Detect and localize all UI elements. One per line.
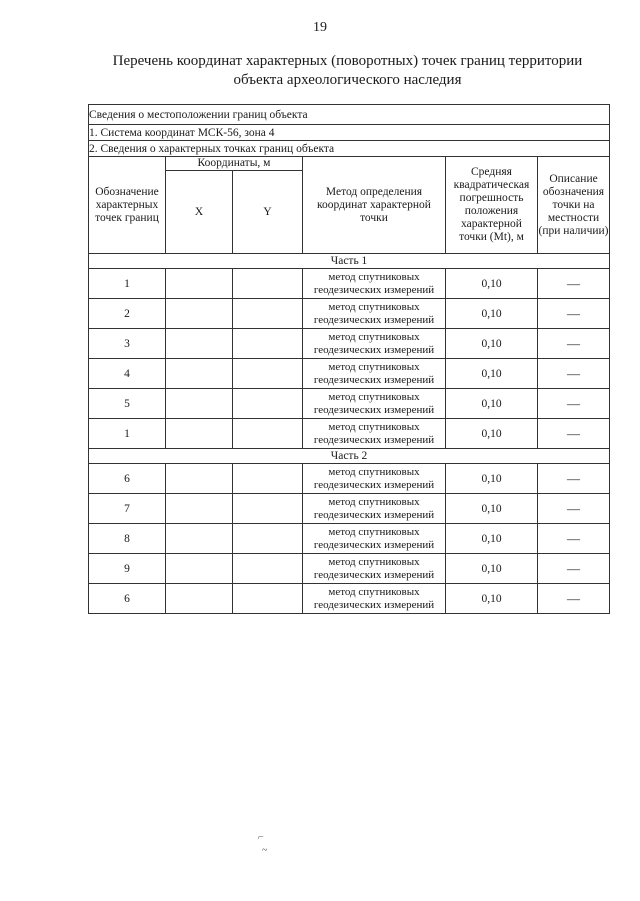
coordinate-x [166,584,233,614]
point-number: 6 [89,584,166,614]
header-method: Метод определения координат характерной точки [303,157,446,254]
section-row [89,141,610,157]
coordinate-x [166,524,233,554]
header-point: Обозначение характерных точек границ [89,157,166,254]
description: — [538,554,610,584]
coordinate-x [166,494,233,524]
coordinate-y [233,464,303,494]
section-row [89,105,610,125]
description: — [538,524,610,554]
method: метод спутниковых геодезических измерений [303,464,446,494]
accuracy: 0,10 [446,329,538,359]
page-number: 19 [313,20,327,35]
coordinate-x [166,554,233,584]
section-row [89,125,610,141]
coordinate-x [166,329,233,359]
coordinate-y [233,329,303,359]
header-description: Описание обозначения точки на местности (при наличии) [538,157,610,254]
point-number: 9 [89,554,166,584]
header-x: X [166,171,233,254]
point-number: 4 [89,359,166,389]
table-row [89,359,610,389]
accuracy: 0,10 [446,359,538,389]
coordinate-x [166,269,233,299]
scan-artifact: ⌐ [258,832,264,843]
table-row [89,329,610,359]
header-accuracy: Средняя квадратическая погрешность положения характерной точки (Mt), м [446,157,538,254]
point-number: 5 [89,389,166,419]
part-row [89,449,610,464]
table-body [89,105,610,614]
point-number: 1 [89,269,166,299]
table-row [89,419,610,449]
accuracy: 0,10 [446,584,538,614]
header-coordinates: Координаты, м [166,157,303,171]
coordinate-y [233,524,303,554]
description: — [538,464,610,494]
coordinate-y [233,494,303,524]
method: метод спутниковых геодезических измерений [303,524,446,554]
coordinate-y [233,554,303,584]
method: метод спутниковых геодезических измерений [303,359,446,389]
accuracy: 0,10 [446,299,538,329]
header-row [89,157,610,171]
table-row [89,494,610,524]
method: метод спутниковых геодезических измерений [303,329,446,359]
coordinate-y [233,389,303,419]
coordinate-y [233,584,303,614]
point-number: 1 [89,419,166,449]
coordinate-x [166,359,233,389]
part-label: Часть 2 [89,449,610,464]
method: метод спутниковых геодезических измерений [303,419,446,449]
accuracy: 0,10 [446,464,538,494]
accuracy: 0,10 [446,494,538,524]
coordinate-y [233,269,303,299]
header-y: Y [233,171,303,254]
table-row [89,524,610,554]
table-row [89,584,610,614]
title-line-1: Перечень координат характерных (поворотных) точек границ территории [112,53,583,69]
method: метод спутниковых геодезических измерений [303,554,446,584]
description: — [538,389,610,419]
coordinate-x [166,419,233,449]
coordinate-x [166,299,233,329]
point-number: 6 [89,464,166,494]
coordinates-table [88,104,610,614]
point-number: 2 [89,299,166,329]
accuracy: 0,10 [446,389,538,419]
table-row [89,299,610,329]
table-row [89,464,610,494]
accuracy: 0,10 [446,554,538,584]
scan-artifact: ~ [262,845,268,856]
method: метод спутниковых геодезических измерений [303,584,446,614]
method: метод спутниковых геодезических измерений [303,389,446,419]
table-row [89,389,610,419]
coordinate-y [233,359,303,389]
accuracy: 0,10 [446,419,538,449]
coordinate-system: 1. Система координат МСК-56, зона 4 [89,125,610,141]
method: метод спутниковых геодезических измерений [303,269,446,299]
point-number: 3 [89,329,166,359]
description: — [538,419,610,449]
table-row [89,269,610,299]
point-number: 8 [89,524,166,554]
description: — [538,584,610,614]
section-heading: Сведения о местоположении границ объекта [89,105,610,125]
method: метод спутниковых геодезических измерений [303,299,446,329]
coordinate-y [233,299,303,329]
part-label: Часть 1 [89,254,610,269]
table-row [89,554,610,584]
method: метод спутниковых геодезических измерений [303,494,446,524]
points-heading: 2. Сведения о характерных точках границ объекта [89,141,610,157]
point-number: 7 [89,494,166,524]
accuracy: 0,10 [446,524,538,554]
coordinate-x [166,389,233,419]
description: — [538,299,610,329]
title-line-2: объекта археологического наследия [233,72,462,88]
accuracy: 0,10 [446,269,538,299]
description: — [538,329,610,359]
part-row [89,254,610,269]
document-title [80,52,615,90]
description: — [538,269,610,299]
description: — [538,359,610,389]
coordinate-x [166,464,233,494]
description: — [538,494,610,524]
coordinate-y [233,419,303,449]
